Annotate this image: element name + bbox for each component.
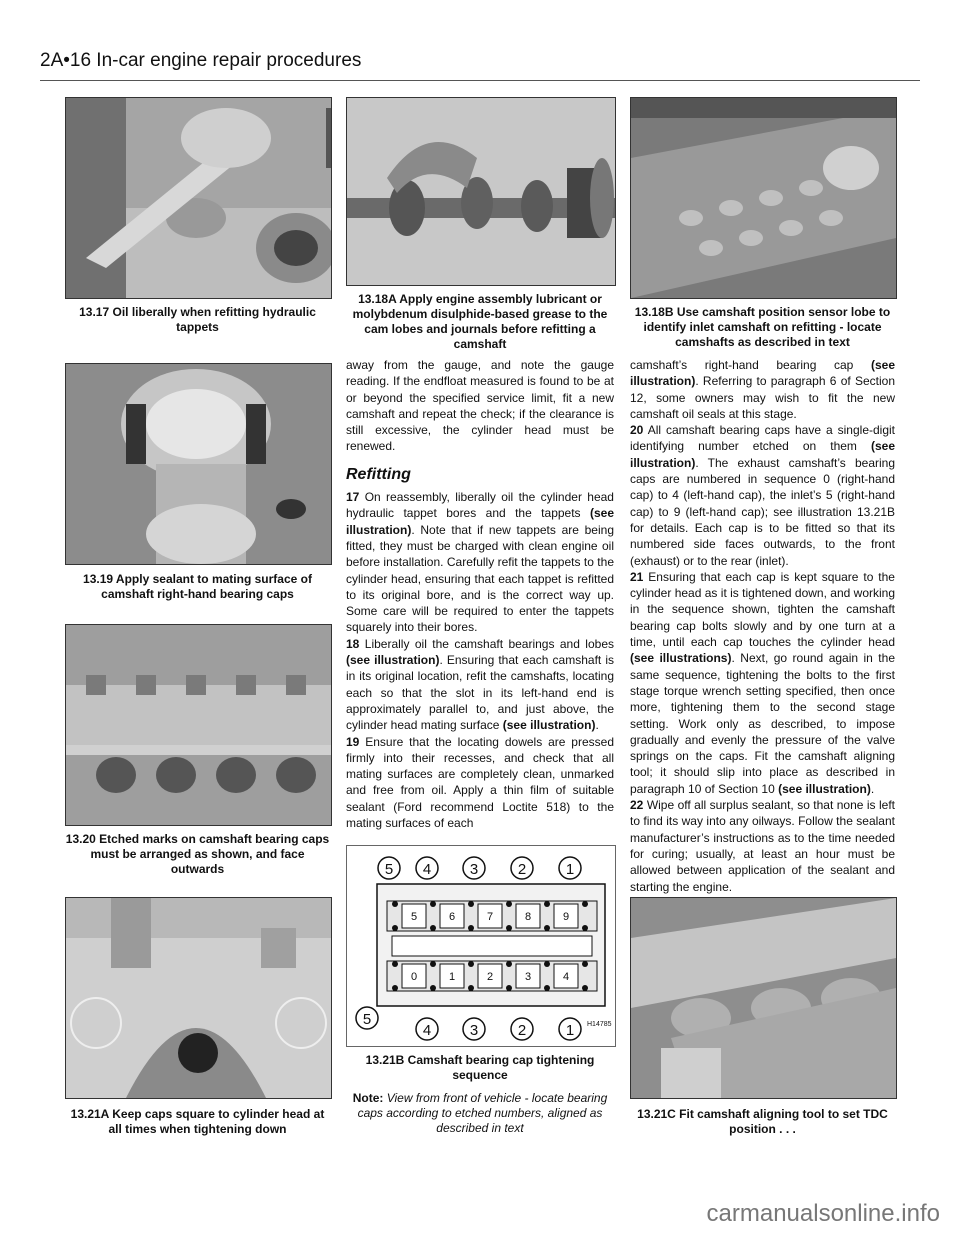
photo-13-18a bbox=[346, 97, 616, 286]
caption-13-21c: 13.21C Fit camshaft aligning tool to set TDC position . . . bbox=[637, 1107, 888, 1136]
photo-13-18b bbox=[630, 97, 897, 299]
right-column-text bbox=[630, 357, 895, 895]
caption-13-21a: 13.21A Keep caps square to cylinder head at all times when tightening down bbox=[70, 1107, 325, 1136]
cap-label: 7 bbox=[486, 911, 494, 923]
sequence-number: 1 bbox=[565, 861, 575, 878]
photo-13-19 bbox=[65, 363, 332, 565]
caption-13-21b: 13.21B Camshaft bearing cap tightening sequence bbox=[365, 1053, 595, 1082]
diagram-code: H14785 bbox=[587, 1021, 612, 1028]
page-header: 2A•16 In-car engine repair procedures bbox=[40, 50, 362, 71]
header-rule bbox=[40, 80, 920, 81]
para-18: 18 Liberally oil the camshaft bearings and lobes (see illustration). Ensuring that each camshaft is in its original location, refit the camshafts, locating each so that the slot in its left-hand end is approximately parallel to, and just above, the cylinder head mating surface (see illustration). bbox=[346, 636, 614, 733]
para-17: 17 On reassembly, liberally oil the cylinder head hydraulic tappet bores and the tappets (see illustration). Note that if new tappets are being fitted, they must be charged with clean engine oil before installation. Carefully refit the tappets to the cylinder head, ensuring that each tappet is refitted to its original bore, and is the correct way up. Some care will be required to enter the tappets squarely into their bores. bbox=[346, 490, 614, 635]
sequence-number: 4 bbox=[422, 1022, 432, 1039]
cap-label: 2 bbox=[486, 971, 494, 983]
sequence-number: 5 bbox=[384, 861, 394, 878]
para-19-cont: camshaft’s right-hand bearing cap (see illustration). Referring to paragraph 6 of Section 12, some owners may wish to fit the new camshaft oil seals at this stage. bbox=[630, 358, 895, 421]
para-intro: away from the gauge, and note the gauge reading. If the endfloat measured is found to be at or beyond the specified service limit, fit a new camshaft and repeat the check; if the clearance is still excessive, the cylinder head must be renewed. bbox=[346, 358, 614, 454]
footer-watermark: carmanualsonline.info bbox=[706, 1200, 940, 1227]
sequence-number: 5 bbox=[362, 1011, 372, 1028]
caption-13-19: 13.19 Apply sealant to mating surface of camshaft right-hand bearing caps bbox=[83, 572, 312, 601]
caption-13-17: 13.17 Oil liberally when refitting hydraulic tappets bbox=[79, 305, 316, 334]
caption-13-18b: 13.18B Use camshaft position sensor lobe to identify inlet camshaft on refitting - locate camshafts as described in text bbox=[634, 305, 891, 349]
para-19: 19 Ensure that the locating dowels are pressed firmly into their recesses, and check that all mating surfaces are completely clean, unmarked and free from oil. Apply a thin film of suitable sealant (Ford recommend Loctite 518) to the mating surfaces of each bbox=[346, 734, 614, 831]
sequence-number: 2 bbox=[517, 861, 527, 878]
photo-13-20 bbox=[65, 624, 332, 826]
para-22: 22 Wipe off all surplus sealant, so that none is left to find its way into any oilways. Follow the sealant manufacturer’s instructions as to the time needed for curing; usually, at least an hour must be allowed between application of the sealant and starting the engine. bbox=[630, 798, 896, 894]
sequence-number: 3 bbox=[469, 861, 479, 878]
photo-13-21c bbox=[630, 897, 897, 1099]
cap-label: 4 bbox=[562, 971, 570, 983]
caption-13-20: 13.20 Etched marks on camshaft bearing caps must be arranged as shown, and face outwards bbox=[65, 832, 330, 876]
note-13-21b: Note: View from front of vehicle - locate bearing caps according to etched numbers, aligned as described in text bbox=[352, 1091, 608, 1135]
photo-13-21a bbox=[65, 897, 332, 1099]
para-21: 21 Ensuring that each cap is kept square to the cylinder head as it is tightened down, and working in the sequence shown, tighten the camshaft bearing cap bolts slowly and by one turn at a time, until each cap touches the cylinder head (see illustrations). Next, go round again in the same sequence, tightening the bolts to the first stage torque wrench setting specified, then once more, tightening them to the second stage setting. Work only as described, to impose gradually and evenly the pressure of the valve springs on the caps. Fit the camshaft aligning tool; it should slip into place as described in paragraph 10 of Section 10 (see illustration). bbox=[630, 569, 895, 796]
para-20: 20 All camshaft bearing caps have a single-digit identifying number etched on them (see illustration). The exhaust camshaft’s bearing caps are numbered in sequence 0 (right-hand cap) to 4 (left-hand cap), the inlet’s 5 (right-hand cap) to 9 (left-hand cap); see illustration 13.21B for details. Each cap is to be fitted so that its numbered side faces outwards, to the front (exhaust) or to the rear (inlet). bbox=[630, 423, 896, 568]
cap-label: 3 bbox=[524, 971, 532, 983]
sequence-number: 2 bbox=[517, 1022, 527, 1039]
cap-label: 8 bbox=[524, 911, 532, 923]
sequence-number: 1 bbox=[565, 1022, 575, 1039]
cap-label: 0 bbox=[410, 971, 418, 983]
cap-label: 5 bbox=[410, 911, 418, 923]
diagram-13-21b bbox=[346, 845, 616, 1047]
photo-13-17 bbox=[65, 97, 332, 299]
sequence-number: 4 bbox=[422, 861, 432, 878]
camshaft-tightening-diagram bbox=[347, 846, 615, 1046]
cap-label: 9 bbox=[562, 911, 570, 923]
cap-label: 1 bbox=[448, 971, 456, 983]
sequence-number: 3 bbox=[469, 1022, 479, 1039]
cap-label: 6 bbox=[448, 911, 456, 923]
section-heading-refitting: Refitting bbox=[346, 465, 411, 483]
middle-column-text bbox=[346, 357, 614, 831]
caption-13-18a: 13.18A Apply engine assembly lubricant or molybdenum disulphide-based grease to the cam lobes and journals before refitting a camshaft bbox=[352, 292, 608, 351]
